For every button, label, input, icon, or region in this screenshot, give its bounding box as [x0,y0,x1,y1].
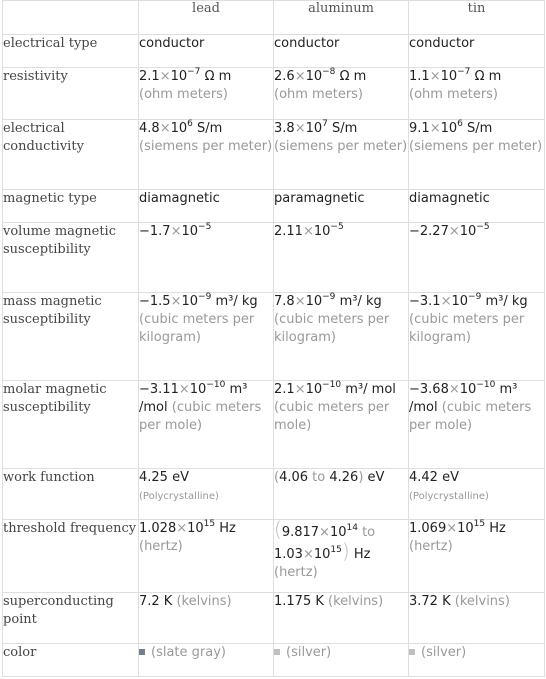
value: $2.1\times 10^{-7}$ Ω m [139,66,232,84]
cell-tin [409,644,545,677]
cell-lead [139,644,274,677]
row-color [3,644,545,677]
value: $1.1\times 10^{-7}$ Ω m [409,66,502,84]
cell-lead [139,293,274,381]
unit-desc: (siemens per meter) [139,139,273,154]
value: $-3.68\times 10^{-10}$ m³ /mol [409,379,518,415]
row-electrical-conductivity [3,120,545,190]
value: ($9.817\times 10^{14}$ to $1.03\times 10^{15}$) Hz [274,517,376,563]
color-swatch [274,649,280,655]
row-molar-magnetic-susceptibility [3,381,545,469]
value: $2.1\times 10^{-10}$ m³/ mol [274,379,396,397]
row-label: mass magnetic susceptibility [3,293,139,381]
value: $4.8\times 10^6$ S/m [139,118,223,136]
cell-lead: conductor [139,35,274,68]
row-threshold-frequency [3,520,545,593]
cell-tin [409,68,545,120]
value: 7.2 K [139,594,173,609]
cell-aluminum [274,517,409,593]
color-name: (silver) [421,645,467,660]
value: $-3.11\times 10^{-10}$ m³ /mol [139,379,248,415]
cell-aluminum [274,293,409,381]
value: 4.42 eV [409,470,459,485]
color-name: (silver) [286,645,332,660]
unit-desc: (kelvins) [454,594,510,609]
row-label: threshold frequency [3,520,139,593]
unit-desc: (hertz) [139,539,183,554]
value: 3.72 K [409,594,451,609]
color-name: (slate gray) [151,645,226,660]
cell-tin [409,223,545,293]
unit-desc: (ohm meters) [139,87,229,102]
cell-lead [139,520,274,593]
value: 1.175 K [274,594,324,609]
unit-desc: (siemens per meter) [274,139,408,154]
cell-tin [409,293,545,381]
value: $-1.5\times 10^{-9}$ m³/ kg [139,291,258,309]
cell-aluminum [274,68,409,120]
value: $2.6\times 10^{-8}$ Ω m [274,66,367,84]
cell-aluminum [274,120,409,190]
header-row [3,1,545,35]
value: $-3.1\times 10^{-9}$ m³/ kg [409,291,528,309]
row-label: resistivity [3,68,139,120]
cell-aluminum: conductor [274,35,409,68]
unit-desc: (cubic meters per mole) [274,400,390,433]
unit-desc: (cubic meters per mole) [139,400,262,433]
row-mass-magnetic-susceptibility [3,293,545,381]
color-swatch [409,649,415,655]
row-label: color [3,644,139,677]
cell-lead [139,381,274,469]
row-superconducting-point [3,593,545,644]
cell-tin [409,469,545,520]
value: $3.8\times 10^7$ S/m [274,118,358,136]
cell-tin: diamagnetic [409,190,545,223]
row-electrical-type [3,35,545,68]
cell-tin [409,593,545,644]
unit-desc: (siemens per meter) [409,139,543,154]
row-magnetic-type [3,190,545,223]
row-label: electrical type [3,35,139,68]
cell-aluminum [274,644,409,677]
cell-tin [409,381,545,469]
color-swatch [139,649,145,655]
unit-desc: (cubic meters per kilogram) [409,312,525,345]
cell-aluminum [274,223,409,293]
header-tin: tin [409,1,545,35]
unit-desc: (hertz) [274,565,318,580]
cell-lead [139,68,274,120]
unit-desc: (ohm meters) [409,87,499,102]
value: $-2.27\times 10^{-5}$ [409,221,490,239]
value: $1.069\times 10^{15}$ Hz [409,518,506,536]
unit-desc: (hertz) [409,539,453,554]
properties-table [2,0,545,677]
note: (Polycrystalline) [409,491,489,502]
header-aluminum: aluminum [274,1,409,35]
note: (Polycrystalline) [139,491,219,502]
value: (4.06 to 4.26) eV [274,470,385,485]
unit-desc: (cubic meters per kilogram) [139,312,255,345]
cell-tin [409,520,545,593]
value: $2.11\times 10^{-5}$ [274,221,344,239]
row-label: electrical conductivity [3,120,139,190]
value: $7.8\times 10^{-9}$ m³/ kg [274,291,382,309]
header-empty [3,1,139,35]
cell-tin: conductor [409,35,545,68]
unit-desc: (ohm meters) [274,87,364,102]
unit-desc: (kelvins) [176,594,232,609]
cell-lead [139,120,274,190]
cell-lead [139,469,274,520]
value: $1.028\times 10^{15}$ Hz [139,518,236,536]
value: $9.1\times 10^6$ S/m [409,118,493,136]
cell-lead [139,223,274,293]
cell-aluminum [274,381,409,469]
unit-desc: (cubic meters per kilogram) [274,312,390,345]
cell-lead: diamagnetic [139,190,274,223]
cell-lead [139,593,274,644]
header-lead: lead [139,1,274,35]
row-label: molar magnetic susceptibility [3,381,139,469]
value: $-1.7\times 10^{-5}$ [139,221,212,239]
cell-aluminum [274,469,409,520]
row-label: superconducting point [3,593,139,644]
cell-aluminum: paramagnetic [274,190,409,223]
row-volume-magnetic-susceptibility [3,223,545,293]
value: 4.25 eV [139,470,189,485]
row-resistivity [3,68,545,120]
unit-desc: (kelvins) [328,594,384,609]
row-work-function [3,469,545,520]
row-label: work function [3,469,139,520]
cell-tin [409,120,545,190]
row-label: volume magnetic susceptibility [3,223,139,293]
row-label: magnetic type [3,190,139,223]
unit-desc: (cubic meters per mole) [409,400,532,433]
cell-aluminum [274,593,409,644]
